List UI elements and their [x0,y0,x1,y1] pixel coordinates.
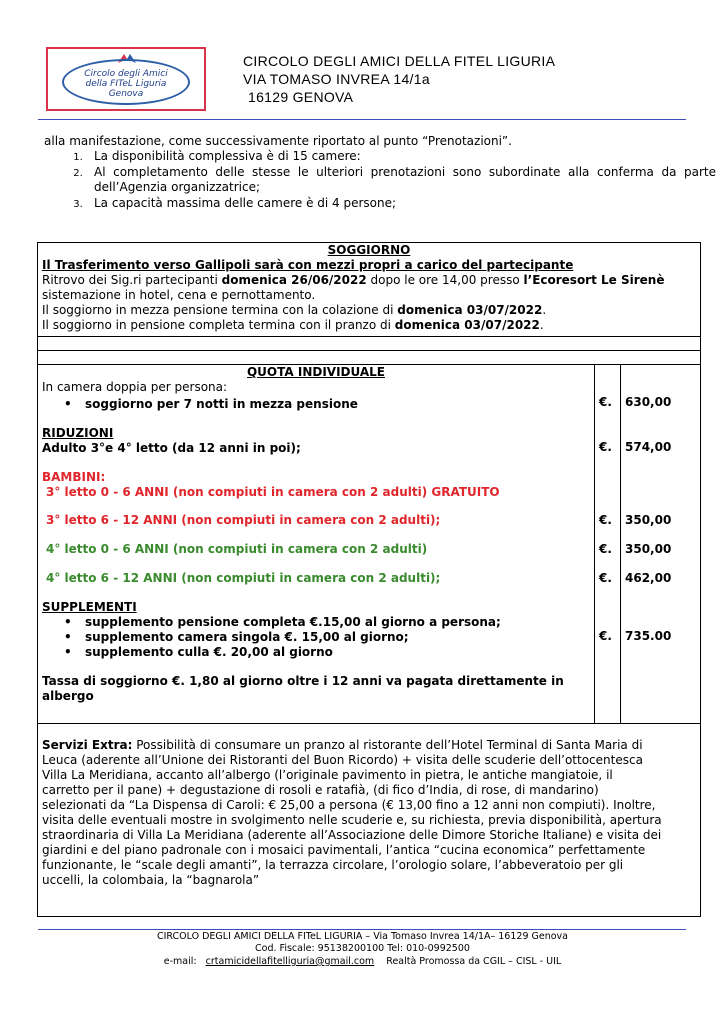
logo-line-2: della FITeL Liguria [85,79,167,89]
header-line-3: 16129 GENOVA [248,89,354,105]
quota-cell [38,365,595,724]
price-column [621,365,701,724]
pensione-completa-end: Il soggiorno in pensione completa termina con il pranzo di domenica 03/07/2022. [42,318,544,332]
price: 462,00 [625,571,672,585]
currency: €. [599,513,612,527]
supplemento-item: • supplemento pensione completa €.15,00 al giorno a persona; [42,615,590,630]
trip-table [37,242,701,917]
logo [46,47,206,111]
price: 630,00 [625,395,672,409]
currency: €. [599,440,612,454]
spacer-row [38,351,701,365]
currency: €. [599,542,612,556]
currency: €. [599,629,612,643]
price: 350,00 [625,513,672,527]
adulto-item: Adulto 3°e 4° letto (da 12 anni in poi); [42,441,301,455]
servizi-extra: Servizi Extra: Possibilità di consumare un pranzo al ristorante dell’Hotel Terminal di Santa Maria di Leuca (aderente all’Unione dei Ristoranti del Buon Ricordo) + visita delle scuderie dell’ottocentesca Villa La Meridiana, accanto all’albergo (l’originale pavimento in pietra, le antiche mangiatoie, il carretto per il pane) + degustazione di rosoli e ratafià, (di fico d’India, di rose, di mandarino) selezionati da “La Dispensa di Caroli: € 25,00 a persona (€ 13,00 fino a 12 anni non compiuti). Inoltre, visita delle eventuali mostre in svolgimento nelle scuderie e, su richiesta, previa disponibilità, apertura straordinaria di Villa La Meridiana (aderente all’Associazione delle Dimore Storiche Italiane) e visita dei giardini e del piano padronale con i mosaici pavimentali, l’antica “cucina economica” perfettamente funzionante, le “scale degli amanti”, la terrazza circolare, l’orologio solare, l’abbeveratoio per gli uccelli, la colombaia, la “bagnarola” [42,738,662,887]
list-item: 2. Al completamento delle stesse le ulteriori prenotazioni sono subordinate alla conferma da parte dell’Agenzia organizzatrice; [86,165,716,196]
transfer-note: Il Trasferimento verso Gallipoli sarà con mezzi propri a carico del partecipante [42,258,574,272]
supplemento-item: • supplemento culla €. 20,00 al giorno [42,645,590,660]
supplemento-item: • supplemento camera singola €. 15,00 al giorno; [42,630,590,645]
logo-line-3: Genova [108,89,144,99]
soggiorno-title: SOGGIORNO [327,243,411,257]
tassa-soggiorno: Tassa di soggiorno €. 1,80 al giorno oltre i 12 anni va pagata direttamente in albergo [42,674,564,703]
currency-column [595,365,621,724]
footer-contacts: e-mail: crtamicidellafitelliguria@gmail.com Realtà Promossa da CGIL – CISL - UIL [163,956,562,967]
extra-cell [38,724,701,917]
intro-text: alla manifestazione, come successivamente riportato al punto “Prenotazioni”. [44,134,512,148]
price: 735.00 [625,629,672,643]
list-item: 1. La disponibilità complessiva è di 15 camere: [86,149,716,165]
quota-title: QUOTA INDIVIDUALE [246,365,386,379]
bambini-title: BAMBINI: [42,470,106,484]
bambini-item-4: 4° letto 6 - 12 ANNI (non compiuti in camera con 2 adulti); [46,571,441,585]
price: 574,00 [625,440,672,454]
header-line-2: VIA TOMASO INVREA 14/1a [243,71,430,87]
logo-line-1: Circolo degli Amici [84,69,168,79]
bambini-item-3: 4° letto 0 - 6 ANNI (non compiuti in camera con 2 adulti) [46,542,428,556]
price: 350,00 [625,542,672,556]
header-line-1: CIRCOLO DEGLI AMICI DELLA FITEL LIGURIA [243,53,556,69]
currency: €. [599,571,612,585]
spacer-row [38,337,701,351]
soggiorno-cell [38,243,701,337]
doppia-label: In camera doppia per persona: [42,380,228,394]
bambini-item-2: 3° letto 6 - 12 ANNI (non compiuti in camera con 2 adulti); [46,513,441,527]
email-link[interactable]: crtamicidellafitelliguria@gmail.com [205,956,375,967]
mezza-pensione-end: Il soggiorno in mezza pensione termina con la colazione di domenica 03/07/2022. [42,303,547,317]
conditions-list [44,149,716,211]
footer-divider [38,929,686,930]
ritrovo-text: Ritrovo dei Sig.ri partecipanti domenica 26/06/2022 dopo le ore 14,00 presso l’Ecoresort Le Sirenè [42,273,665,287]
sistemazione-text: sistemazione in hotel, cena e pernottamento. [42,288,316,302]
header-divider [38,119,686,120]
list-item: 3. La capacità massima delle camere è di 4 persone; [86,196,716,212]
footer-fiscal: Cod. Fiscale: 95138200100 Tel: 010-0992500 [255,943,470,954]
mezza-pensione-item: • soggiorno per 7 notti in mezza pensione [42,397,590,412]
currency: €. [599,395,612,409]
supplementi-title: SUPPLEMENTI [42,600,137,614]
riduzioni-title: RIDUZIONI [42,426,114,440]
bambini-item-1: 3° letto 0 - 6 ANNI (non compiuti in camera con 2 adulti) GRATUITO [46,485,500,499]
footer-address: CIRCOLO DEGLI AMICI DELLA FITeL LIGURIA – Via Tomaso Invrea 14/1A– 16129 Genova [156,931,568,942]
